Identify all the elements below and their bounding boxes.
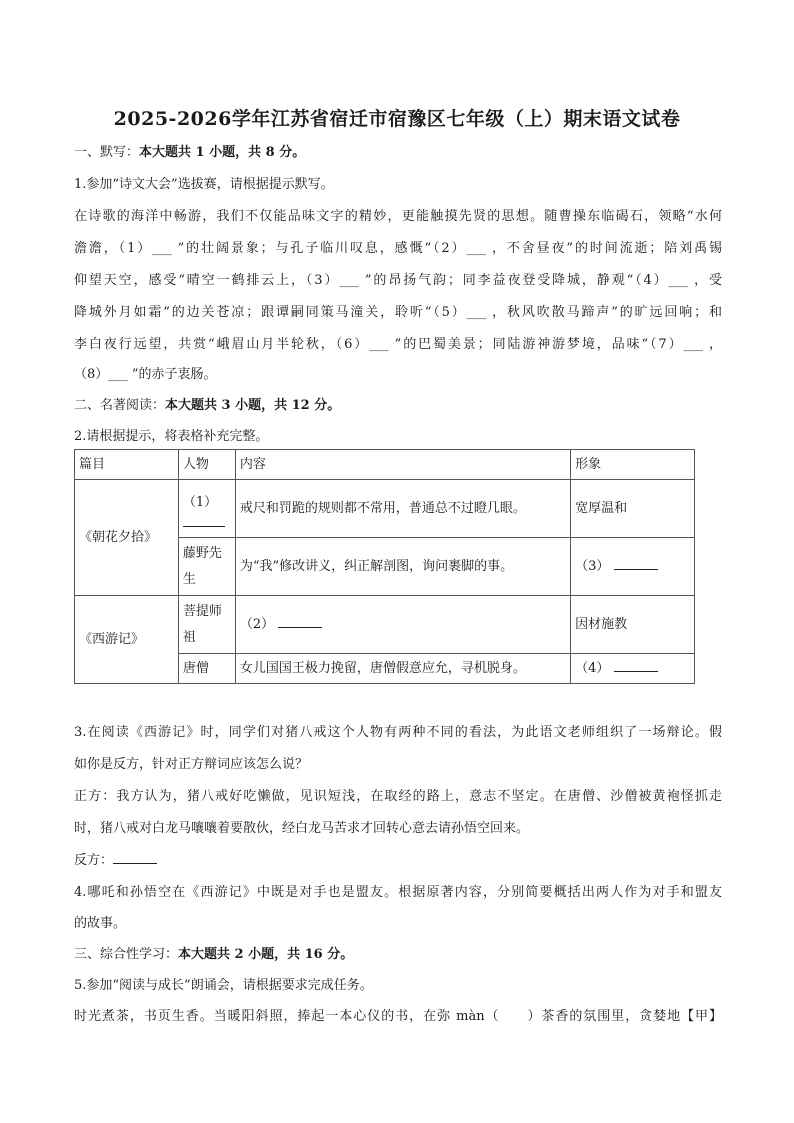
answer-blank[interactable] <box>183 516 225 527</box>
table-cell-content <box>235 596 570 654</box>
blank-label: （4） <box>575 660 610 676</box>
section-head: 二、名著阅读： <box>74 398 166 413</box>
section-head: 三、综合性学习： <box>74 947 179 962</box>
section-3-heading <box>74 946 722 964</box>
fill-in-table <box>74 449 695 684</box>
table-cell-content: 戒尺和罚跪的规则都不常用，普通总不过瞪几眼。 <box>235 480 570 538</box>
question-3-line: 3.在阅读《西游记》时，同学们对猪八戒这个人物有两种不同的看法，为此语文老师组织了一场辩论。假 <box>74 725 722 740</box>
table-cell-image: 因材施教 <box>571 596 695 654</box>
table-cell-person: 菩提师祖 <box>178 596 235 654</box>
exam-title: 2025-2026学年江苏省宿迁市宿豫区七年级（上）期末语文试卷 <box>113 108 681 130</box>
question-5-line: 时光煮茶，书页生香。当暖阳斜照，捧起一本心仪的书，在弥 màn（ ）茶香的氛围里，贪婪地【甲】 <box>74 1009 722 1024</box>
table-cell-content: 为“我”修改讲义，纠正解剖图，询问裹脚的事。 <box>235 538 570 596</box>
table-row <box>75 480 695 538</box>
question-3-answer-line <box>74 851 722 870</box>
section-score: 本大题共 3 小题，共 12 分。 <box>165 398 341 413</box>
section-1-heading <box>74 144 722 162</box>
section-score: 本大题共 1 小题，共 8 分。 <box>139 145 306 160</box>
question-4-line: 的故事。 <box>74 916 127 931</box>
table-header: 篇目 <box>75 450 179 480</box>
table-row <box>75 596 695 654</box>
table-cell-image <box>571 538 695 596</box>
table-header: 人物 <box>178 450 235 480</box>
question-1-line: 澹澹，（1）___ ”的壮阔景象；与孔子临川叹息，感慨“（2）___ ，不舍昼夜”的时间流逝；陪刘禹锡 <box>74 241 722 256</box>
question-1-line: 降城外月如霜”的边关苍凉；跟谭嗣同策马潼关，聆听“（5）___ ，秋风吹散马蹄声”的旷远回响；和 <box>74 305 722 320</box>
question-1-line: 李白夜行远望，共赏“峨眉山月半轮秋，（6）___ ”的巴蜀美景；同陆游神游梦境，品味“（7）___ ， <box>74 337 722 352</box>
answer-blank[interactable] <box>614 659 658 672</box>
answer-blank[interactable] <box>278 615 322 628</box>
blank-label: （1） <box>182 495 218 510</box>
question-2-prompt: 2.请根据提示，将表格补充完整。 <box>74 429 269 444</box>
question-1-line: （8）___ ”的赤子衷肠。 <box>74 367 217 382</box>
table-cell-image <box>571 654 695 684</box>
question-1-prompt: 1.参加“诗文大会”选拔赛，请根据提示默写。 <box>74 177 334 192</box>
section-head: 一、默写： <box>74 145 140 160</box>
question-3-line: 如你是反方，针对正方辩词应该怎么说？ <box>74 757 309 772</box>
table-cell-content: 女儿国国王极力挽留，唐僧假意应允，寻机脱身。 <box>235 654 570 684</box>
question-1-line: 仰望天空，感受“晴空一鹤排云上，（3）___ ”的昂扬气韵；同李益夜登受降城，静观“（4）___ ，受 <box>74 273 722 288</box>
question-1-line: 在诗歌的海洋中畅游，我们不仅能品味文字的精妙，更能触摸先贤的思想。随曹操东临碣石，领略“水何 <box>74 209 722 224</box>
answer-blank[interactable] <box>614 557 658 570</box>
table-cell-person <box>178 480 235 538</box>
section-2-heading <box>74 397 722 415</box>
answer-label: 反方： <box>74 853 114 868</box>
table-cell-person: 藤野先生 <box>178 538 235 596</box>
table-cell-book: 《朝花夕拾》 <box>75 480 179 596</box>
question-4-line: 4.哪吒和孙悟空在《西游记》中既是对手也是盟友。根据原著内容，分别简要概括出两人作为对手和盟友 <box>74 885 722 900</box>
question-5-prompt: 5.参加“阅读与成长”朗诵会，请根据要求完成任务。 <box>74 978 373 993</box>
table-header: 内容 <box>235 450 570 480</box>
blank-label: （2） <box>239 616 275 632</box>
table-cell-book: 《西游记》 <box>75 596 179 684</box>
section-score: 本大题共 2 小题，共 16 分。 <box>178 947 354 962</box>
answer-blank[interactable] <box>113 851 157 864</box>
table-header: 形象 <box>571 450 695 480</box>
blank-label: （3） <box>575 558 610 574</box>
table-cell-person: 唐僧 <box>178 654 235 684</box>
question-3-line: 正方：我方认为，猪八戒好吃懒做，见识短浅，在取经的路上，意志不坚定。在唐僧、沙僧被黄袍怪抓走 <box>74 789 722 804</box>
table-cell-image: 宽厚温和 <box>571 480 695 538</box>
table-header-row <box>75 450 695 480</box>
question-3-line: 时，猪八戒对白龙马嚷嚷着要散伙，经白龙马苦求才回转心意去请孙悟空回来。 <box>74 821 530 836</box>
